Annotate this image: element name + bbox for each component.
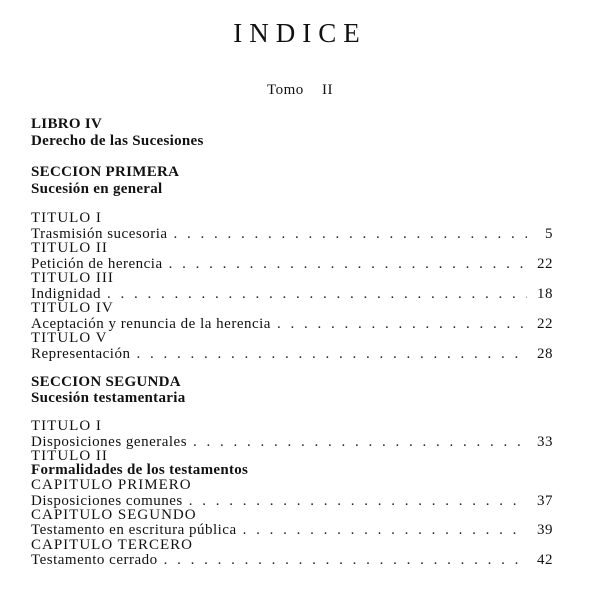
- dot-leader: [243, 522, 527, 539]
- dot-leader: [169, 256, 527, 273]
- entry-page: 22: [537, 316, 553, 332]
- entry-label: Trasmisión sucesoria: [31, 226, 168, 242]
- entry-label: Testamento cerrado: [31, 552, 158, 568]
- capitulo-heading: CAPITULO PRIMERO: [31, 477, 192, 493]
- dot-leader: [174, 226, 527, 243]
- tomo-label: Tomo: [266, 82, 304, 98]
- dot-leader: [277, 316, 527, 333]
- entry-label: Testamento en escritura pública: [31, 522, 237, 538]
- entry-page: 5: [545, 226, 553, 242]
- dot-leader: [164, 552, 527, 569]
- entry-page: 28: [537, 346, 553, 362]
- titulo-heading: TITULO IV: [31, 300, 114, 316]
- entry-page: 33: [537, 434, 553, 450]
- entry-label: Aceptación y renuncia de la herencia: [31, 316, 271, 332]
- titulo-heading: TITULO II: [31, 448, 108, 464]
- section-heading: SECCION PRIMERA: [31, 164, 180, 180]
- dot-leader: [193, 434, 527, 451]
- entry-label: Disposiciones generales: [31, 434, 188, 450]
- dot-leader: [189, 493, 527, 510]
- tomo-number: II: [322, 82, 334, 98]
- capitulo-heading: CAPITULO TERCERO: [31, 537, 193, 553]
- toc-entry[interactable]: [31, 346, 553, 364]
- titulo-heading: TITULO II: [31, 240, 108, 256]
- section-subtitle: Sucesión en general: [31, 181, 163, 197]
- libro-name: Derecho de las Sucesiones: [31, 133, 204, 149]
- entry-label: Representación: [31, 346, 131, 362]
- toc-entry[interactable]: [31, 434, 553, 452]
- titulo-heading: TITULO I: [31, 210, 102, 226]
- entry-page: 18: [537, 286, 553, 302]
- dot-leader: [136, 346, 527, 363]
- toc-entry[interactable]: [31, 226, 553, 244]
- section-subtitle: Sucesión testamentaria: [31, 390, 186, 406]
- entry-label: Petición de herencia: [31, 256, 163, 272]
- titulo-heading: TITULO I: [31, 418, 102, 434]
- dot-leader: [107, 286, 527, 303]
- toc-entry[interactable]: [31, 316, 553, 334]
- entry-page: 37: [537, 493, 553, 509]
- titulo-heading: TITULO III: [31, 270, 114, 286]
- page-title: INDICE: [233, 18, 367, 48]
- toc-entry[interactable]: [31, 552, 553, 570]
- entry-label: Indignidad: [31, 286, 101, 302]
- entry-page: 42: [537, 552, 553, 568]
- libro-number: LIBRO IV: [31, 116, 103, 132]
- tomo-heading: [0, 82, 600, 99]
- capitulo-heading: CAPITULO SEGUNDO: [31, 507, 197, 523]
- entry-page: 22: [537, 256, 553, 272]
- titulo-heading: TITULO V: [31, 330, 108, 346]
- section-heading: SECCION SEGUNDA: [31, 374, 181, 390]
- titulo-name: Formalidades de los testamentos: [31, 462, 249, 478]
- entry-label: Disposiciones comunes: [31, 493, 183, 509]
- entry-page: 39: [537, 522, 553, 538]
